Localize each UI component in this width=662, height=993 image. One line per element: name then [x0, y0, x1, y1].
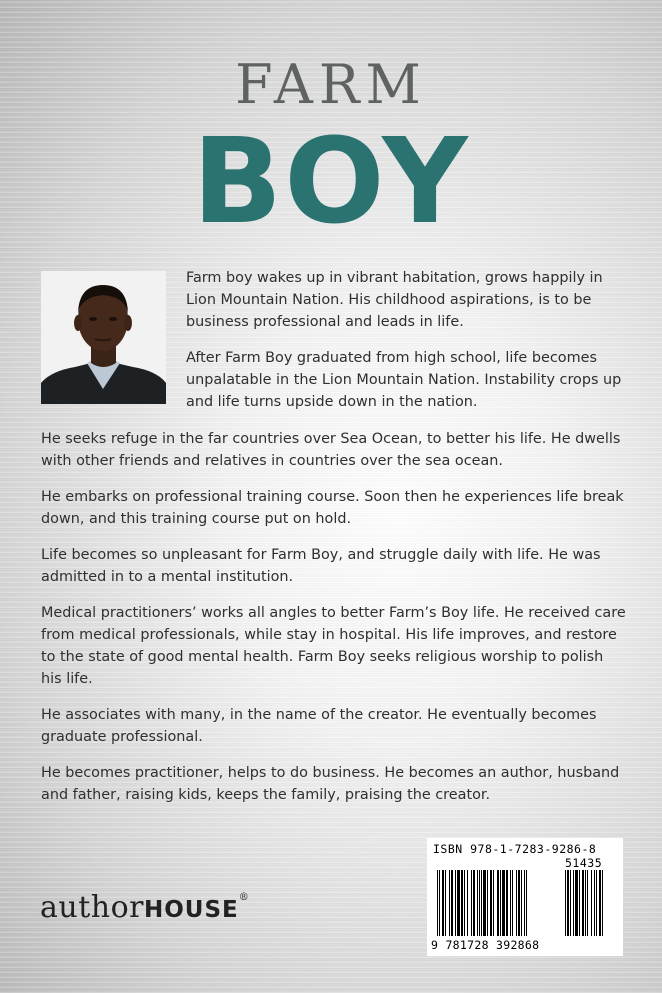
barcode-bar: [439, 870, 440, 936]
barcode-bar: [594, 870, 595, 936]
blurb-paragraph-1: Farm boy wakes up in vibrant habitation, grows happily in Lion Mountain Nation. His childhood aspirations, is to be business professional and leads in life.: [186, 270, 603, 330]
barcode-bar: [487, 870, 488, 936]
barcode-bar: [524, 870, 525, 936]
barcode-bar: [591, 870, 592, 936]
barcode-bar: [526, 870, 527, 936]
barcode-bar: [518, 870, 520, 936]
barcode-bar: [573, 870, 574, 936]
blurb-paragraph-3: He seeks refuge in the far countries over Sea Ocean, to better his life. He dwells with other friends and relatives in countries over the sea ocean.: [41, 431, 621, 469]
barcode-bar: [437, 870, 438, 936]
barcode-bar: [481, 870, 482, 936]
blurb-paragraph-6: Medical practitioners’ works all angles to better Farm’s Boy life. He received care from medical professionals, while stay in hospital. His life improves, and restore to the state of good mental health. Farm Boy seeks religious worship to polish his life.: [41, 605, 626, 687]
barcode-bar: [490, 870, 492, 936]
isbn-label: ISBN 978-1-7283-9286-8: [433, 842, 597, 856]
barcode-bar: [500, 870, 501, 936]
barcode-bar: [567, 870, 569, 936]
barcode-bar: [451, 870, 453, 936]
barcode-bar: [510, 870, 511, 936]
blurb-paragraph-5: Life becomes so unpleasant for Farm Boy, and struggle daily with life. He was admitted in to a mental institution.: [41, 547, 601, 585]
barcode-bar: [575, 870, 578, 936]
barcode-bar: [516, 870, 517, 936]
barcode-bar: [457, 870, 460, 936]
title-boy: BOY: [192, 112, 470, 250]
barcode-bar: [467, 870, 468, 936]
addon-code: 51435: [565, 856, 603, 870]
title-farm: FARM: [235, 53, 427, 116]
publisher-logo: [40, 890, 250, 925]
barcode-bar: [442, 870, 444, 936]
publisher-name-author: author: [40, 890, 144, 925]
blurb-paragraph-2: After Farm Boy graduated from high school, life becomes unpalatable in the Lion Mountain Nation. Instability crops up and life turns upside down in the nation.: [186, 350, 622, 410]
barcode-bar: [602, 870, 603, 936]
barcode-bar: [473, 870, 475, 936]
ean-digits: 9 781728 392868: [431, 938, 540, 952]
barcode-bar: [479, 870, 480, 936]
author-photo: [41, 271, 166, 404]
addon-bars: [565, 870, 615, 936]
blurb-paragraph-8: He becomes practitioner, helps to do business. He becomes an author, husband and father, raising kids, keeps the family, praising the creator.: [41, 765, 620, 803]
barcode-bar: [455, 870, 456, 936]
barcode-bar: [579, 870, 580, 936]
registered-mark: ®: [238, 892, 250, 903]
barcode-bar: [471, 870, 472, 936]
isbn-barcode: [427, 838, 623, 956]
barcode-bar: [585, 870, 586, 936]
barcode-bar: [565, 870, 566, 936]
barcode-bar: [506, 870, 508, 936]
barcode-bar: [502, 870, 505, 936]
blurb-paragraph-7: He associates with many, in the name of the creator. He eventually becomes graduate professional.: [41, 707, 597, 745]
barcode-bar: [570, 870, 571, 936]
barcode-bar: [596, 870, 597, 936]
barcode-bar: [493, 870, 494, 936]
barcode-bar: [464, 870, 465, 936]
barcode-bar: [582, 870, 584, 936]
barcode-bar: [521, 870, 522, 936]
barcode-bar: [445, 870, 446, 936]
ean-bars: [437, 870, 559, 936]
barcode-bar: [449, 870, 450, 936]
barcode-bar: [599, 870, 601, 936]
barcode-bar: [483, 870, 486, 936]
barcode-bar: [587, 870, 588, 936]
barcode-bar: [461, 870, 463, 936]
barcode-bar: [477, 870, 478, 936]
barcode-bar: [497, 870, 499, 936]
publisher-name-house: HOUSE: [144, 897, 239, 923]
blurb-paragraph-4: He embarks on professional training course. Soon then he experiences life break down, and this training course put on hold.: [41, 489, 624, 527]
barcode-bar: [512, 870, 513, 936]
